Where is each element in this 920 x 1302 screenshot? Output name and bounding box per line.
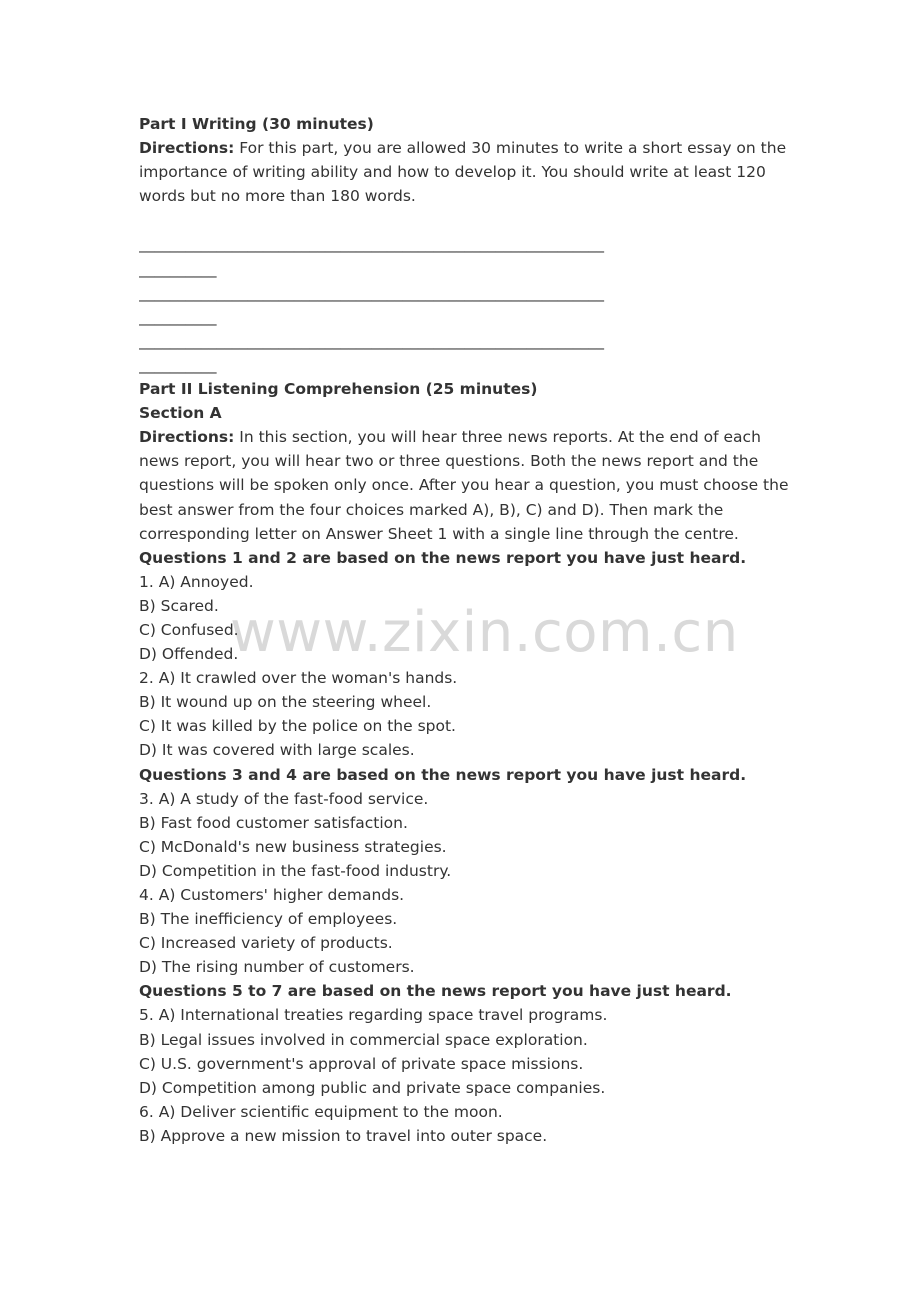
option-line: D) Competition among public and private space companies. <box>139 1078 606 1097</box>
option-line: B) Approve a new mission to travel into outer space. <box>139 1126 548 1145</box>
option-line: D) Competition in the fast-food industry. <box>139 861 452 880</box>
answer-line-long: ____________________________________________________________ <box>139 235 604 254</box>
option-line: D) It was covered with large scales. <box>139 741 415 760</box>
answer-line-short: __________ <box>139 355 217 374</box>
part2-directions <box>139 425 789 545</box>
question-line: 3. A) A study of the fast-food service. <box>139 789 429 808</box>
part2-directions-label: Directions: <box>139 428 235 447</box>
part1-directions <box>139 136 789 208</box>
question-group-heading: Questions 1 and 2 are based on the news report you have just heard. <box>139 548 747 567</box>
question-line: 6. A) Deliver scientific equipment to the moon. <box>139 1102 503 1121</box>
option-line: B) Fast food customer satisfaction. <box>139 813 408 832</box>
option-line: C) McDonald's new business strategies. <box>139 837 447 856</box>
part1-directions-text: For this part, you are allowed 30 minutes to write a short essay on the importance of writing ability and how to develop it. You should write at least 120 words but no more than 180 words. <box>139 139 787 206</box>
part1-directions-label: Directions: <box>139 139 235 158</box>
question-line: 1. A) Annoyed. <box>139 572 254 591</box>
option-line: B) Legal issues involved in commercial space exploration. <box>139 1030 588 1049</box>
part1-title: Part I Writing (30 minutes) <box>139 115 374 133</box>
watermark: www.zixin.com.cn <box>230 600 739 665</box>
spacer <box>139 208 789 232</box>
part2-directions-text: In this section, you will hear three news reports. At the end of each news report, you will hear two or three questions. Both the news report and the questions will be spoken only once. After you hear a question, you must choose the best answer from the four choices marked A), B), C) and D). Then mark the corresponding letter on Answer Sheet 1 with a single line through the centre. <box>139 428 789 543</box>
answer-lines <box>139 232 789 377</box>
part2-title: Part II Listening Comprehension (25 minutes) <box>139 380 538 399</box>
option-line: C) Increased variety of products. <box>139 934 393 953</box>
answer-line-short: __________ <box>139 307 217 326</box>
exam-page <box>139 112 789 1148</box>
answer-line-long: ____________________________________________________________ <box>139 331 604 350</box>
option-line: B) Scared. <box>139 596 219 615</box>
option-line: D) The rising number of customers. <box>139 958 415 977</box>
option-line: B) It wound up on the steering wheel. <box>139 693 432 712</box>
question-line: 4. A) Customers' higher demands. <box>139 886 405 904</box>
question-line: 5. A) International treaties regarding space travel programs. <box>139 1006 608 1025</box>
question-group-heading: Questions 3 and 4 are based on the news report you have just heard. <box>139 765 747 784</box>
question-group-heading: Questions 5 to 7 are based on the news report you have just heard. <box>139 982 732 1001</box>
option-line: C) Confused. <box>139 620 239 639</box>
section-title: Section A <box>139 404 222 423</box>
option-line: D) Offended. <box>139 645 239 664</box>
question-line: 2. A) It crawled over the woman's hands. <box>139 669 458 688</box>
option-line: C) U.S. government's approval of private space missions. <box>139 1054 584 1073</box>
answer-line-long: ____________________________________________________________ <box>139 283 604 302</box>
option-line: C) It was killed by the police on the spot. <box>139 717 456 736</box>
option-line: B) The inefficiency of employees. <box>139 910 398 929</box>
answer-line-short: __________ <box>139 259 217 278</box>
